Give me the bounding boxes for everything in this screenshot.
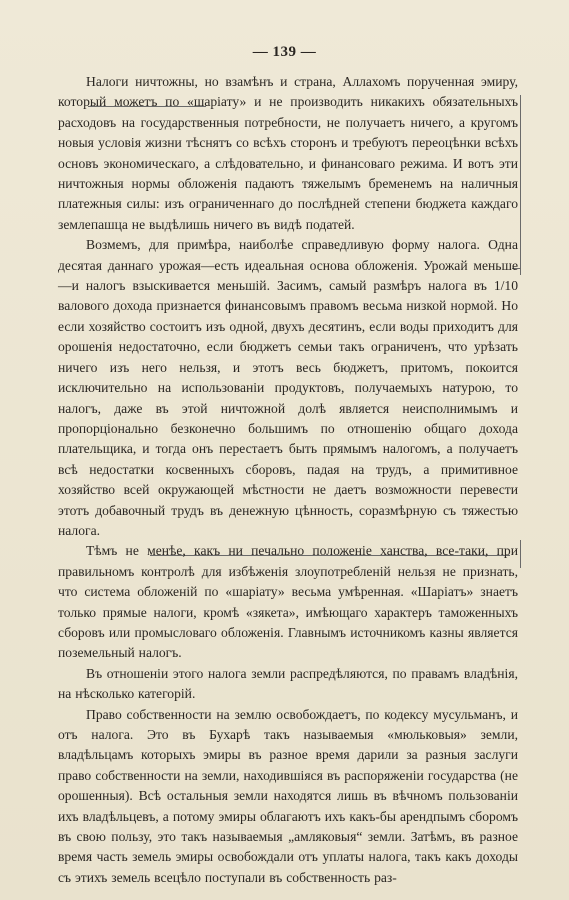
paragraph-4: Въ отношеніи этого налога земли распредѣляются, по правамъ владѣнія, на нѣсколько категорій. — [58, 665, 518, 702]
pencil-margin-line — [520, 95, 521, 275]
page-number: — 139 — — [252, 44, 317, 60]
paragraph-2: Возмемъ, для примѣра, наиболѣе справедливую форму налога. Одна десятая даннаго урожая—есть идеальная основа обложенія. Урожай меньше—и налогъ взыскивается меньшій. Засимъ, самый размѣръ налога въ 1/10 валового дохода признается финансовымъ правомъ весьма низкой нормой. Но если хозяйство состоитъ изъ одной, двухъ десятинъ, если воды приходитъ для орошенія недостаточно, если бюджетъ семьи такъ ограниченъ, что урѣзать ничего изъ него нельзя, и этотъ весь бюджетъ, притомъ, покоится исключительно на использованіи продуктовъ, получаемыхъ натурою, то налогъ, даже въ этой ничтожной долѣ является неисполнимымъ и пропорціонально безконечно большимъ по отношенію общаго дохода плательщика, и тогда онъ перестаетъ быть прямымъ налогомъ, а получаетъ всѣ недостатки косвенныхъ сборовъ, падая на трудъ, а примитивное хозяйство всей окружающей мѣстности не даетъ возможности перевести этотъ добавочный трудъ въ денежную цѣнность, соразмѣрную съ тяжестью налога. — [58, 237, 518, 538]
paragraph-5: Право собственности на землю освобождаетъ, по кодексу мусульманъ, и отъ налога. Это въ Бухарѣ такъ называемыя «мюльковыя» земли, владѣльцамъ которыхъ эмиры въ разное время дарили за разныя заслуги право собственности на земли, находившіяся въ распоряженіи государства (не орошенныя). Всѣ остальныя земли находятся лишь въ вѣчномъ пользованіи ихъ владѣльцевъ, а потому эмиры облагаютъ ихъ какъ-бы арендпымъ сборомъ въ свою пользу, это такъ называемыя „амляковыя“ земли. Затѣмъ, въ разное время часть земель эмиры освобождали отъ уплаты налога, такъ какъ доходы съ этихъ земель всецѣло поступали въ собственность раз- — [58, 706, 518, 885]
paragraph-3: Тѣмъ не менѣе, какъ ни печально положеніе ханства, все-таки, при правильномъ контролѣ для избѣженія злоупотребленій нельзя не признать, что система обложеній по «шаріату» весьма умѣренная. «Шаріатъ» знаетъ только прямые налоги, кромѣ «зякета», имѣющаго характеръ таможенныхъ сборовъ или промысловаго обложенія. Главнымъ источникомъ казны является поземельный налогъ. — [58, 543, 518, 661]
body-text — [58, 72, 518, 888]
paragraph-1: Налоги ничтожны, но взамѣнъ и страна, Аллахомъ порученная эмиру, который можетъ по «шаріату» и не производить никакихъ обязательныхъ расходовъ на государственныя потребности, не получаетъ ничего, а кругомъ новыя условія жизни тѣснятъ со всѣхъ сторонъ и требуютъ переоцѣнки всѣхъ основъ экономическаго, а слѣдовательно, и финансоваго режима. И вотъ эти ничтожныя нормы обложенія падаютъ тяжелымъ бременемъ на наличныя платежныя силы: изъ ограниченнаго до послѣдней степени бюджета каждаго землепашца не выдѣлишь ничего въ видѣ податей. — [58, 74, 518, 232]
